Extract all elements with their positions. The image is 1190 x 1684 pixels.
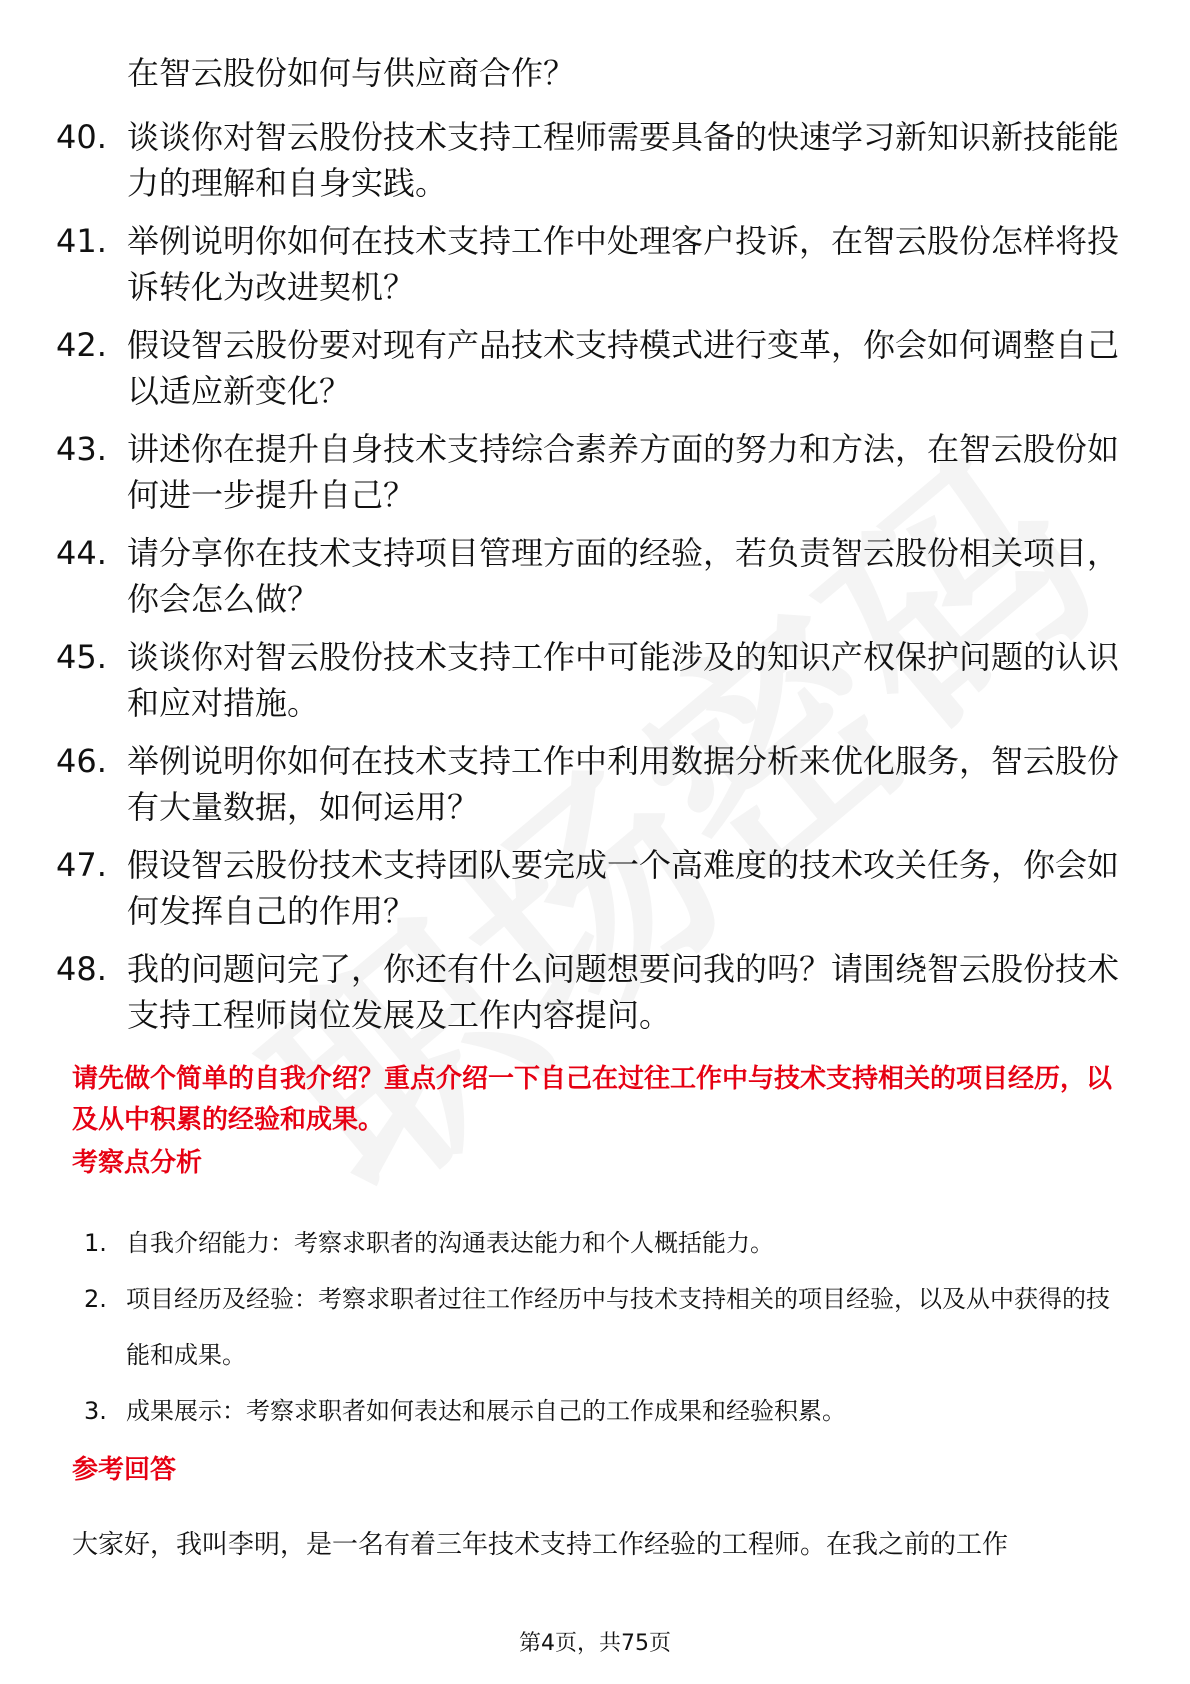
question-item (56, 738, 1126, 830)
highlight-question: 请先做个简单的自我介绍？重点介绍一下自己在过往工作中与技术支持相关的项目经历，以及从中积累的经验和成果。 (72, 1064, 1113, 1135)
question-list (56, 114, 1126, 1050)
analysis-item (84, 1383, 1129, 1439)
question-text: 讲述你在提升自身技术支持综合素养方面的努力和方法，在智云股份如何进一步提升自己？ (127, 430, 1120, 514)
analysis-number: 1. (84, 1229, 107, 1257)
answer-paragraph: 大家好，我叫李明，是一名有着三年技术支持工作经验的工程师。在我之前的工作 (72, 1530, 1009, 1560)
question-number: 42. (56, 326, 107, 364)
answer-heading: 参考回答 (72, 1455, 177, 1485)
question-item (56, 634, 1126, 726)
question-text: 我的问题问完了，你还有什么问题想要问我的吗？请围绕智云股份技术支持工程师岗位发展及工作内容提问。 (127, 950, 1120, 1034)
question-text: 假设智云股份要对现有产品技术支持模式进行变革，你会如何调整自己以适应新变化？ (127, 326, 1120, 410)
question-number: 41. (56, 222, 107, 260)
question-item (56, 114, 1126, 206)
analysis-item (84, 1215, 1129, 1271)
question-text: 举例说明你如何在技术支持工作中处理客户投诉，在智云股份怎样将投诉转化为改进契机？ (127, 222, 1120, 306)
question-number: 45. (56, 638, 107, 676)
analysis-item (84, 1271, 1129, 1383)
question-number: 47. (56, 846, 107, 884)
question-text: 举例说明你如何在技术支持工作中利用数据分析来优化服务，智云股份有大量数据，如何运用？ (127, 742, 1120, 826)
analysis-text: 项目经历及经验：考察求职者过往工作经历中与技术支持相关的项目经验，以及从中获得的技能和成果。 (126, 1285, 1110, 1369)
question-number: 48. (56, 950, 107, 988)
question-item (56, 218, 1126, 310)
question-number: 46. (56, 742, 107, 780)
analysis-number: 3. (84, 1397, 107, 1425)
analysis-list (84, 1215, 1129, 1439)
analysis-number: 2. (84, 1285, 107, 1313)
question-item (56, 842, 1126, 934)
question-item (56, 946, 1126, 1038)
question-number: 44. (56, 534, 107, 572)
question-continuation: 在智云股份如何与供应商合作？ (127, 54, 576, 92)
question-number: 40. (56, 118, 107, 156)
page-footer: 第4页，共75页 (519, 1631, 671, 1656)
analysis-heading: 考察点分析 (72, 1148, 203, 1178)
question-text: 谈谈你对智云股份技术支持工程师需要具备的快速学习新知识新技能能力的理解和自身实践。 (127, 118, 1120, 202)
question-text: 假设智云股份技术支持团队要完成一个高难度的技术攻关任务，你会如何发挥自己的作用？ (127, 846, 1120, 930)
question-number: 43. (56, 430, 107, 468)
question-item (56, 322, 1126, 414)
question-text: 请分享你在技术支持项目管理方面的经验，若负责智云股份相关项目，你会怎么做？ (127, 534, 1120, 618)
question-text: 谈谈你对智云股份技术支持工作中可能涉及的知识产权保护问题的认识和应对措施。 (127, 638, 1120, 722)
analysis-text: 自我介绍能力：考察求职者的沟通表达能力和个人概括能力。 (126, 1229, 774, 1257)
analysis-text: 成果展示：考察求职者如何表达和展示自己的工作成果和经验积累。 (126, 1397, 846, 1425)
question-item (56, 426, 1126, 518)
question-item (56, 530, 1126, 622)
